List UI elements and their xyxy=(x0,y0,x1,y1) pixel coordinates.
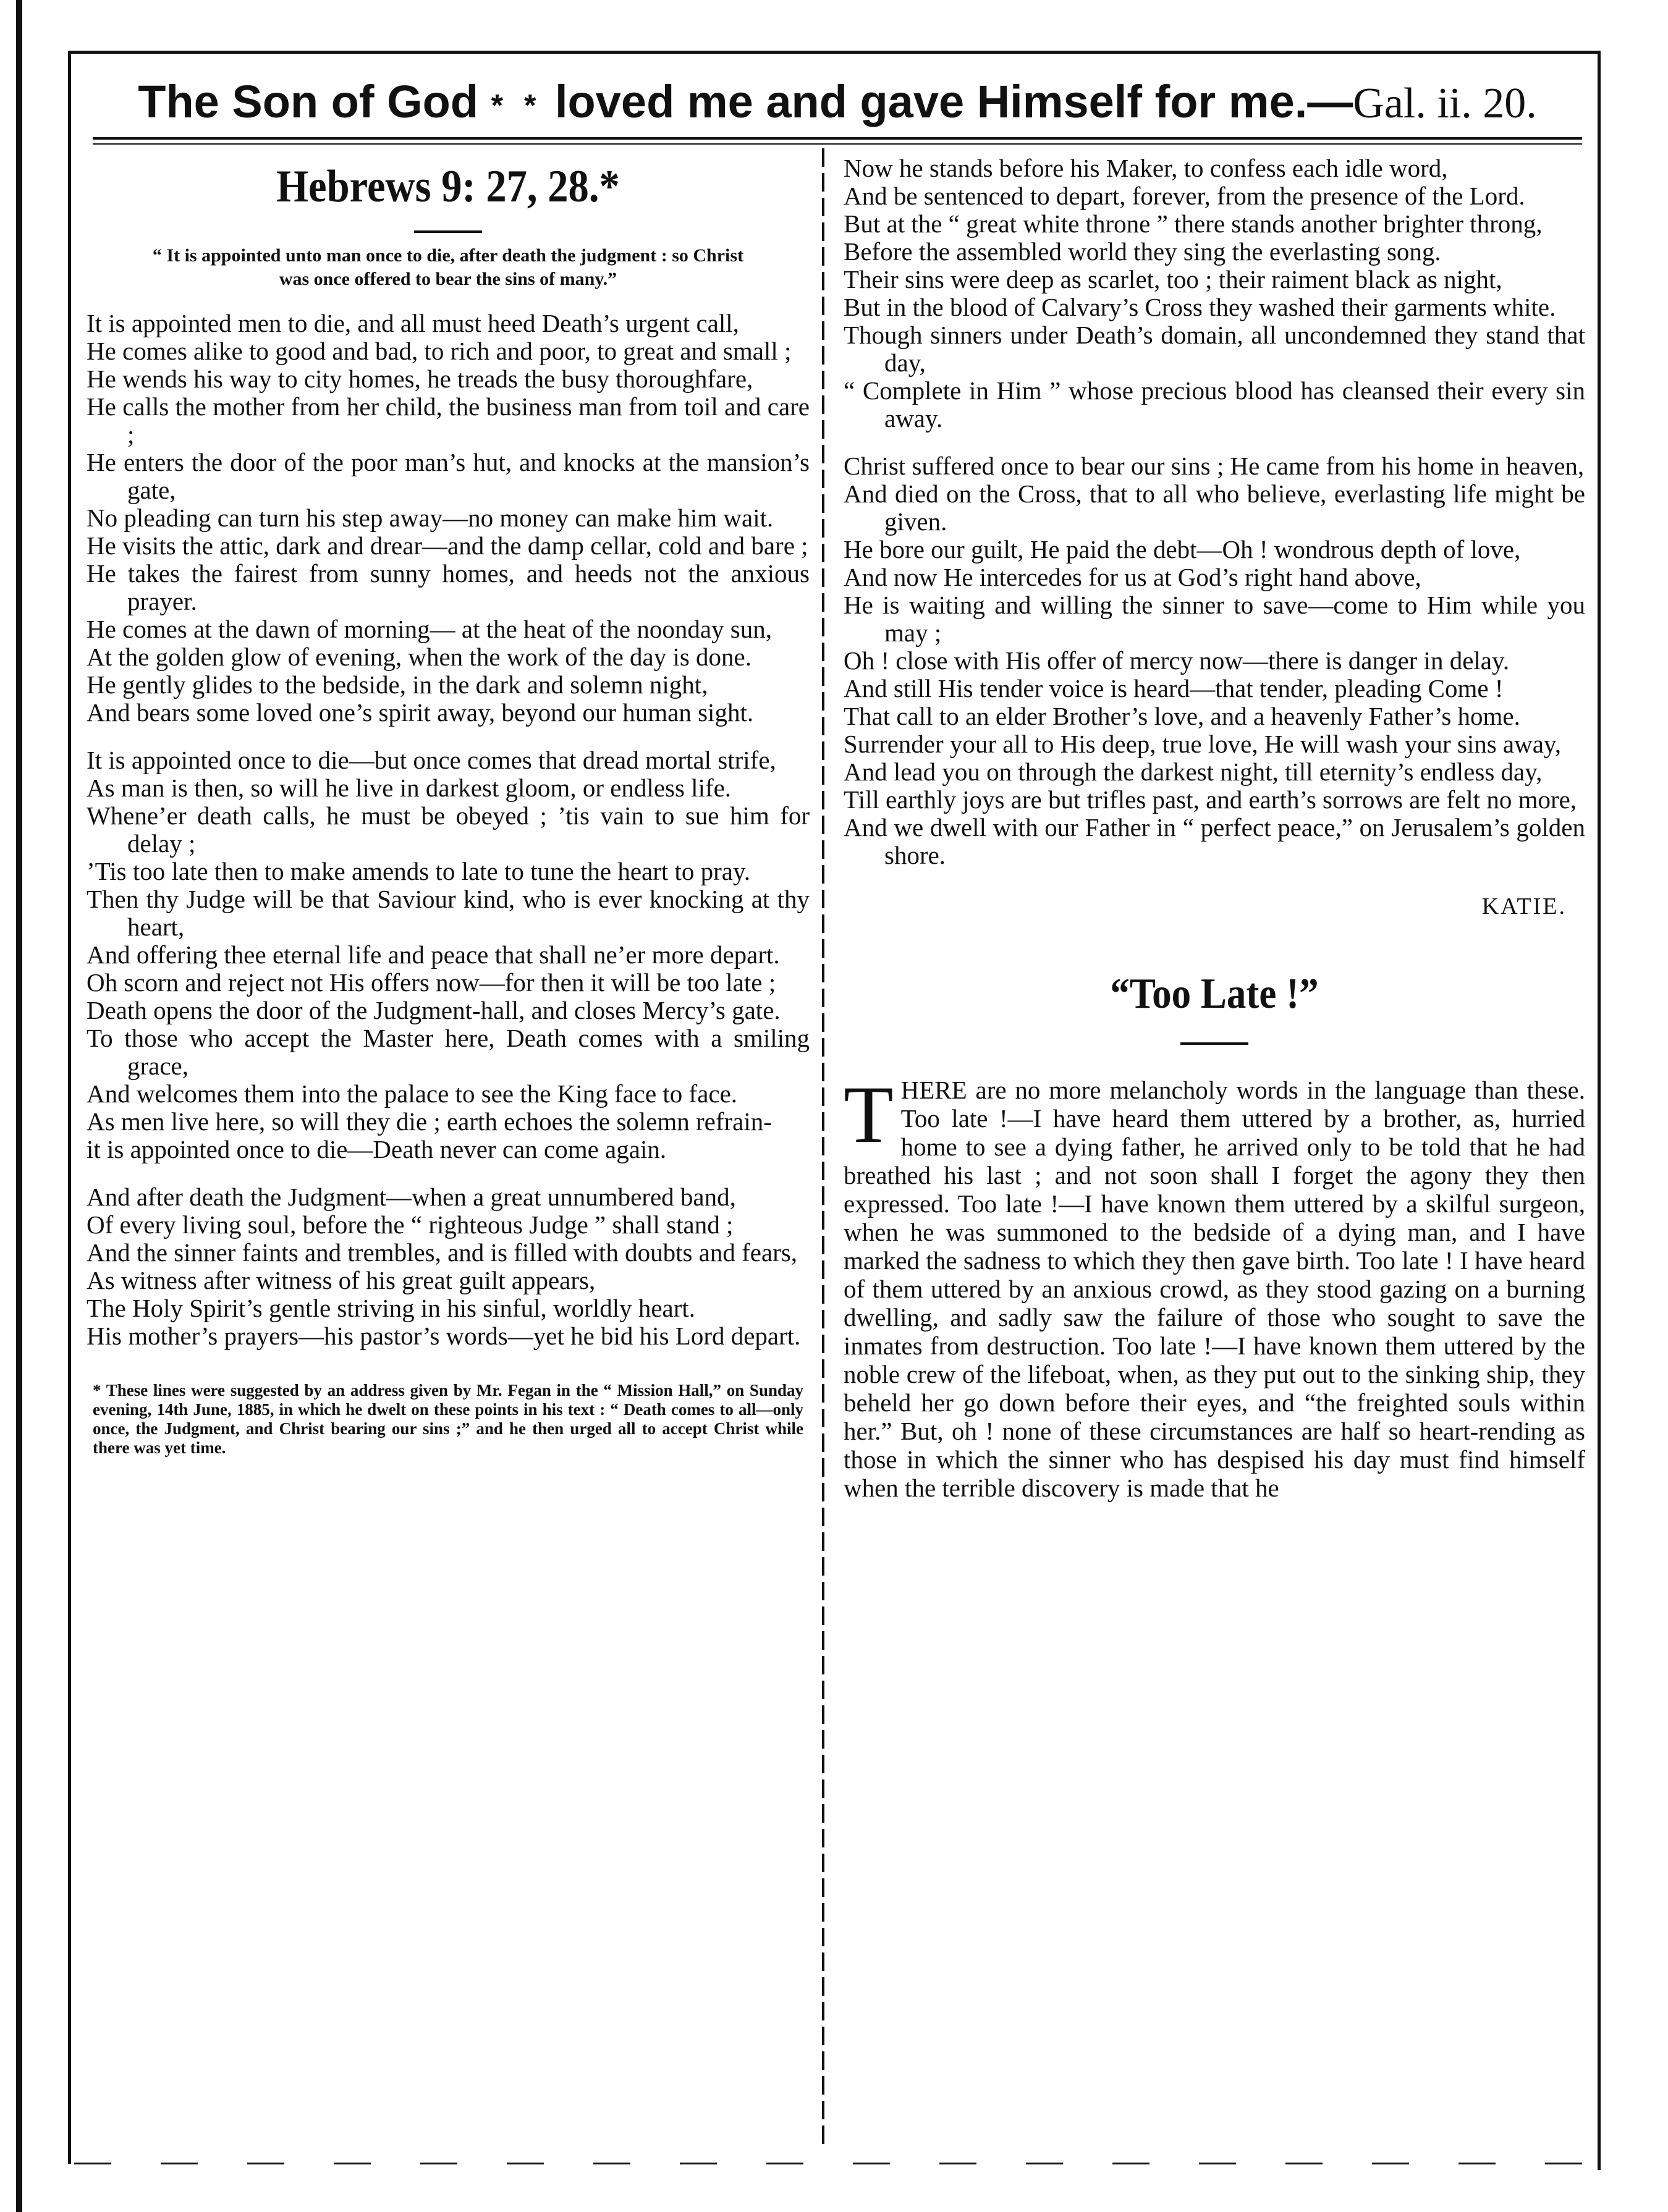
poem-line: “ Complete in Him ” whose precious blood has cleansed their every sin away. xyxy=(844,376,1585,433)
article-title-rule xyxy=(1180,1042,1248,1045)
poem-line: To those who accept the Master here, Death comes with a smiling grace, xyxy=(87,1024,810,1080)
poem-signature: KATIE. xyxy=(1481,893,1567,919)
poem-line: Oh ! close with His offer of mercy now—there is danger in delay. xyxy=(844,646,1510,675)
poem-line: He takes the fairest from sunny homes, and heeds not the anxious prayer. xyxy=(87,559,810,615)
frame-left-rule xyxy=(68,51,71,2164)
poem-line: He comes alike to good and bad, to rich and poor, to great and small ; xyxy=(87,337,792,365)
poem-line: He enters the door of the poor man’s hut, and knocks at the mansion’s gate, xyxy=(87,448,810,504)
left-column xyxy=(87,154,810,1458)
poem-stanza xyxy=(844,452,1585,869)
frame-top-rule xyxy=(69,51,1601,54)
poem-line: Till earthly joys are but trifles past, and earth’s sorrows are felt no more, xyxy=(844,785,1577,814)
frame-right-rule xyxy=(1598,51,1601,2170)
header-text-start: The Son of God xyxy=(138,76,479,127)
poem-line: Though sinners under Death’s domain, all uncondemned they stand that day, xyxy=(844,321,1585,377)
poem-line: No pleading can turn his step away—no money can make him wait. xyxy=(87,504,774,532)
poem-line: Whene’er death calls, he must be obeyed ; ’tis vain to sue him for delay ; xyxy=(87,801,810,858)
poem-line: And now He intercedes for us at God’s right hand above, xyxy=(844,563,1421,591)
poem-line: And after death the Judgment—when a great unnumbered band, xyxy=(87,1183,736,1211)
poem-line: And be sentenced to depart, forever, from the presence of the Lord. xyxy=(844,182,1525,210)
header-text-end: loved me and gave Himself for me.— xyxy=(555,76,1353,127)
poem-left-body xyxy=(87,310,810,1350)
header-reference: Gal. ii. 20. xyxy=(1353,80,1537,127)
column-divider xyxy=(822,148,824,2150)
header-rule-top xyxy=(93,137,1582,140)
poem-line: As men live here, so will they die ; earth echoes the solemn refrain- xyxy=(87,1107,772,1136)
poem-line: He is waiting and willing the sinner to save—come to Him while you may ; xyxy=(844,591,1585,647)
poem-stanza xyxy=(87,746,810,1163)
poem-line: And lead you on through the darkest night, till eternity’s endless day, xyxy=(844,758,1543,786)
right-column xyxy=(844,154,1585,1502)
poem-line: Death opens the door of the Judgment-hall, and closes Mercy’s gate. xyxy=(87,996,781,1024)
poem-line: He bore our guilt, He paid the debt—Oh ! wondrous depth of love, xyxy=(844,535,1521,564)
page-header xyxy=(87,68,1588,136)
poem-line: Their sins were deep as scarlet, too ; their raiment black as night, xyxy=(844,265,1502,293)
poem-line: The Holy Spirit’s gentle striving in his sinful, worldly heart. xyxy=(87,1294,696,1322)
poem-line: He gently glides to the bedside, in the dark and solemn night, xyxy=(87,670,708,699)
poem-line: Now he stands before his Maker, to confess each idle word, xyxy=(844,154,1448,182)
poem-line: And we dwell with our Father in “ perfect peace,” on Jerusalem’s golden shore. xyxy=(844,813,1585,869)
poem-right-body xyxy=(844,154,1585,869)
poem-line: Christ suffered once to bear our sins ; He came from his home in heaven, xyxy=(844,452,1585,480)
poem-line: And still His tender voice is heard—that tender, pleading Come ! xyxy=(844,674,1504,703)
poem-line: And bears some loved one’s spirit away, beyond our human sight. xyxy=(87,698,754,727)
poem-line: He comes at the dawn of morning— at the heat of the noonday sun, xyxy=(87,615,772,643)
poem-line: He visits the attic, dark and drear—and the damp cellar, cold and bare ; xyxy=(87,531,808,560)
poem-line: He calls the mother from her child, the business man from toil and care ; xyxy=(87,392,810,449)
title-rule xyxy=(414,230,482,233)
poem-line: Oh scorn and reject not His offers now—for then it will be too late ; xyxy=(87,968,776,997)
article-title: “Too Late !” xyxy=(1110,970,1319,1018)
poem-line: it is appointed once to die—Death never can come again. xyxy=(87,1135,667,1163)
poem-line: It is appointed men to die, and all must heed Death’s urgent call, xyxy=(87,309,739,337)
header-stars: * * xyxy=(491,88,543,123)
poem-line: He wends his way to city homes, he treads the busy thoroughfare, xyxy=(87,365,753,393)
poem-stanza xyxy=(87,1183,810,1350)
poem-footnote: * These lines were suggested by an address given by Mr. Fegan in the “ Mission Hall,” on Sunday evening, 14th June, 1885, in which he dwelt on these points in his text : “ Death comes to all—only once, the Judgment, and Christ bearing our sins ;” and he then urged all to accept Christ while there was yet time. xyxy=(93,1381,803,1457)
poem-line: Surrender your all to His deep, true love, He will wash your sins away, xyxy=(844,730,1562,758)
poem-line: But at the “ great white throne ” there stands another brighter throng, xyxy=(844,209,1543,238)
page-edge-rule xyxy=(16,0,22,2212)
poem-line: At the golden glow of evening, when the work of the day is done. xyxy=(87,643,752,671)
poem-epigraph: “ It is appointed unto man once to die, after death the judgment : so Christ was once offered to bear the sins of many.” xyxy=(152,245,744,289)
poem-line: And the sinner faints and trembles, and is filled with doubts and fears, xyxy=(87,1238,798,1267)
poem-line: And offering thee eternal life and peace that shall ne’er more depart. xyxy=(87,940,780,969)
poem-line: But in the blood of Calvary’s Cross they washed their garments white. xyxy=(844,293,1556,321)
poem-line: That call to an elder Brother’s love, and a heavenly Father’s home. xyxy=(844,702,1520,730)
article-dropcap: T xyxy=(844,1069,894,1160)
poem-line: As man is then, so will he live in darkest gloom, or endless life. xyxy=(87,774,732,802)
poem-title: Hebrews 9: 27, 28.* xyxy=(276,161,620,212)
poem-line: His mother’s prayers—his pastor’s words—yet he bid his Lord depart. xyxy=(87,1322,801,1350)
poem-line: As witness after witness of his great guilt appears, xyxy=(87,1266,596,1294)
poem-line: It is appointed once to die—but once comes that dread mortal strife, xyxy=(87,746,776,774)
poem-line: Then thy Judge will be that Saviour kind, who is ever knocking at thy heart, xyxy=(87,885,810,941)
poem-stanza xyxy=(844,154,1585,433)
poem-stanza xyxy=(87,310,810,727)
article-body xyxy=(844,1069,1585,1502)
poem-line: Of every living soul, before the “ righteous Judge ” shall stand ; xyxy=(87,1210,734,1239)
bottom-rule xyxy=(74,2163,1601,2164)
article-body-text: HERE are no more melancholy words in the language than these. Too late !—I have heard them uttered by a brother, as, hurried home to see a dying father, he arrived only to be told that he had breathed his last ; and not soon shall I forget the agony they then expressed. Too late !—I have known them uttered by a skilful surgeon, when he was summoned to the bedside of a dying man, and I have marked the sadness to which they then gave birth. Too late ! I have heard of them uttered by an anxious crowd, as they stood gazing on a burning dwelling, and sadly saw the failure of those who sought to save the inmates from destruction. Too late !—I have known them uttered by the noble crew of the lifeboat, when, as they put out to the sinking ship, they beheld her go down before their eyes, and “the freighted souls within her.” But, oh ! none of these circumstances are half so heart-rending as those in which the sinner who has despised his day must find himself when the terrible discovery is made that he xyxy=(844,1076,1585,1502)
poem-line: And died on the Cross, that to all who believe, everlasting life might be given. xyxy=(844,479,1585,536)
poem-line: Before the assembled world they sing the everlasting song. xyxy=(844,237,1441,266)
poem-line: ’Tis too late then to make amends to late to tune the heart to pray. xyxy=(87,857,751,885)
poem-line: And welcomes them into the palace to see the King face to face. xyxy=(87,1079,738,1108)
header-rule-bottom xyxy=(93,143,1582,145)
